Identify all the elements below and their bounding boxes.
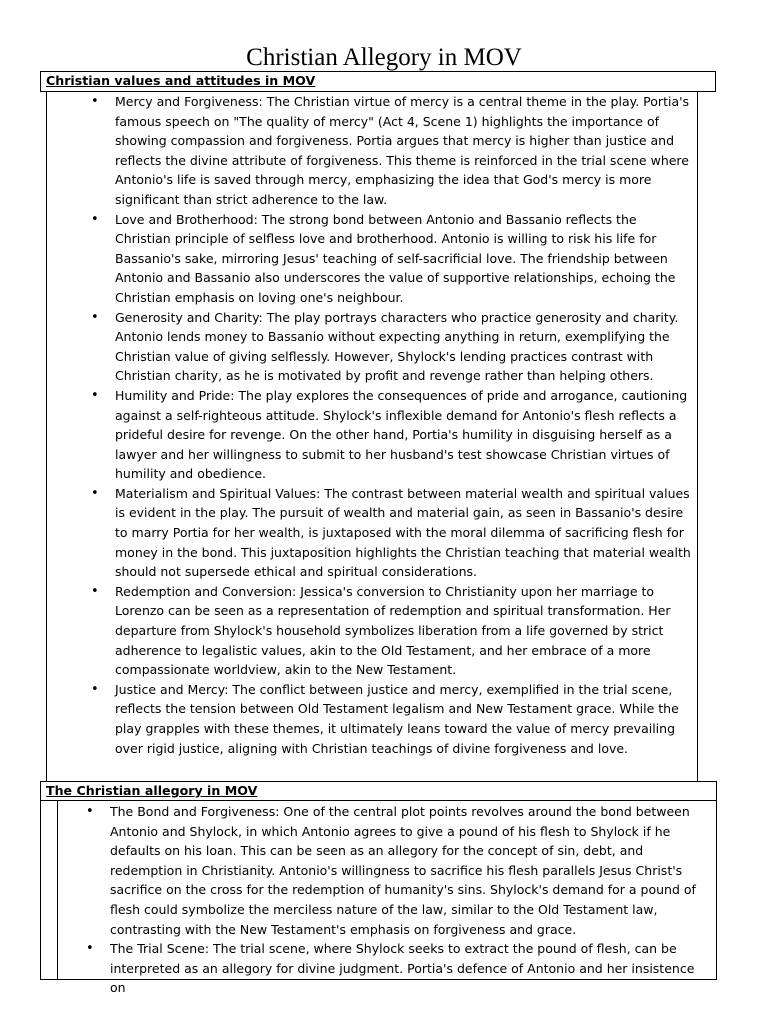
section2-heading: The Christian allegory in MOV [40,781,717,801]
section1-heading: Christian values and attitudes in MOV [40,71,716,92]
document-title: Christian Allegory in MOV [246,44,522,71]
list-item: • Mercy and Forgiveness: The Christian virtue of mercy is a central theme in the play. Portia's famous speech on "The quality of mercy" (Act 4, Scene 1) highlights the importance of showing compassion and forgiveness. Portia argues that mercy is higher than justice and reflects the divine attribute of forgiveness. This theme is reinforced in the trial scene where Antonio's life is saved through mercy, emphasizing the idea that God's mercy is more significant than strict adherence to the law. [115,92,695,210]
list-item: • The Trial Scene: The trial scene, where Shylock seeks to extract the pound of flesh, can be interpreted as an allegory for divine judgment. Portia's defence of Antonio and her insistence on [110,939,710,998]
list-item: • Materialism and Spiritual Values: The contrast between material wealth and spiritual values is evident in the play. The pursuit of wealth and material gain, as seen in Bassanio's desire to marry Portia for her wealth, is juxtaposed with the moral dilemma of sacrificing flesh for money in the bond. This juxtaposition highlights the Christian teaching that material wealth should not supersede ethical and spiritual considerations. [115,484,695,582]
list-item: • Love and Brotherhood: The strong bond between Antonio and Bassanio reflects the Christian principle of selfless love and brotherhood. Antonio is willing to risk his life for Bassanio's sake, mirroring Jesus' teaching of self-sacrificial love. The friendship between Antonio and Bassanio also underscores the value of supportive relationships, echoing the Christian emphasis on loving one's neighbour. [115,210,695,308]
list-item: • The Bond and Forgiveness: One of the central plot points revolves around the bond between Antonio and Shylock, in which Antonio agrees to give a pound of his flesh to Shylock if he defaults on his loan. This can be seen as an allegory for the concept of sin, debt, and redemption in Christianity. Antonio's willingness to sacrifice his flesh parallels Jesus Christ's sacrifice on the cross for the redemption of humanity's sins. Shylock's demand for a pound of flesh could symbolize the merciless nature of the law, similar to the Old Testament law, contrasting with the New Testament's emphasis on forgiveness and grace. [110,802,710,939]
section1-list [115,92,695,758]
section2-list [110,802,710,998]
list-item: • Generosity and Charity: The play portrays characters who practice generosity and charity. Antonio lends money to Bassanio without expecting anything in return, exemplifying the Christian value of giving selflessly. However, Shylock's lending practices contrast with Christian charity, as he is motivated by profit and revenge rather than helping others. [115,308,695,386]
list-item: • Humility and Pride: The play explores the consequences of pride and arrogance, cautioning against a self-righteous attitude. Shylock's inflexible demand for Antonio's flesh reflects a prideful desire for revenge. On the other hand, Portia's humility in disguising herself as a lawyer and her willingness to submit to her husband's test showcase Christian virtues of humility and obedience. [115,386,695,484]
list-item: • Redemption and Conversion: Jessica's conversion to Christianity upon her marriage to Lorenzo can be seen as a representation of redemption and spiritual transformation. Her departure from Shylock's household symbolizes liberation from a life governed by strict adherence to legalistic values, akin to the Old Testament, and her embrace of a more compassionate worldview, akin to the New Testament. [115,582,695,680]
section2-inner-rule [57,800,58,980]
list-item: • Justice and Mercy: The conflict between justice and mercy, exemplified in the trial scene, reflects the tension between Old Testament legalism and New Testament grace. While the play grapples with these themes, it ultimately leans toward the value of mercy prevailing over rigid justice, aligning with Christian teachings of divine forgiveness and love. [115,680,695,758]
